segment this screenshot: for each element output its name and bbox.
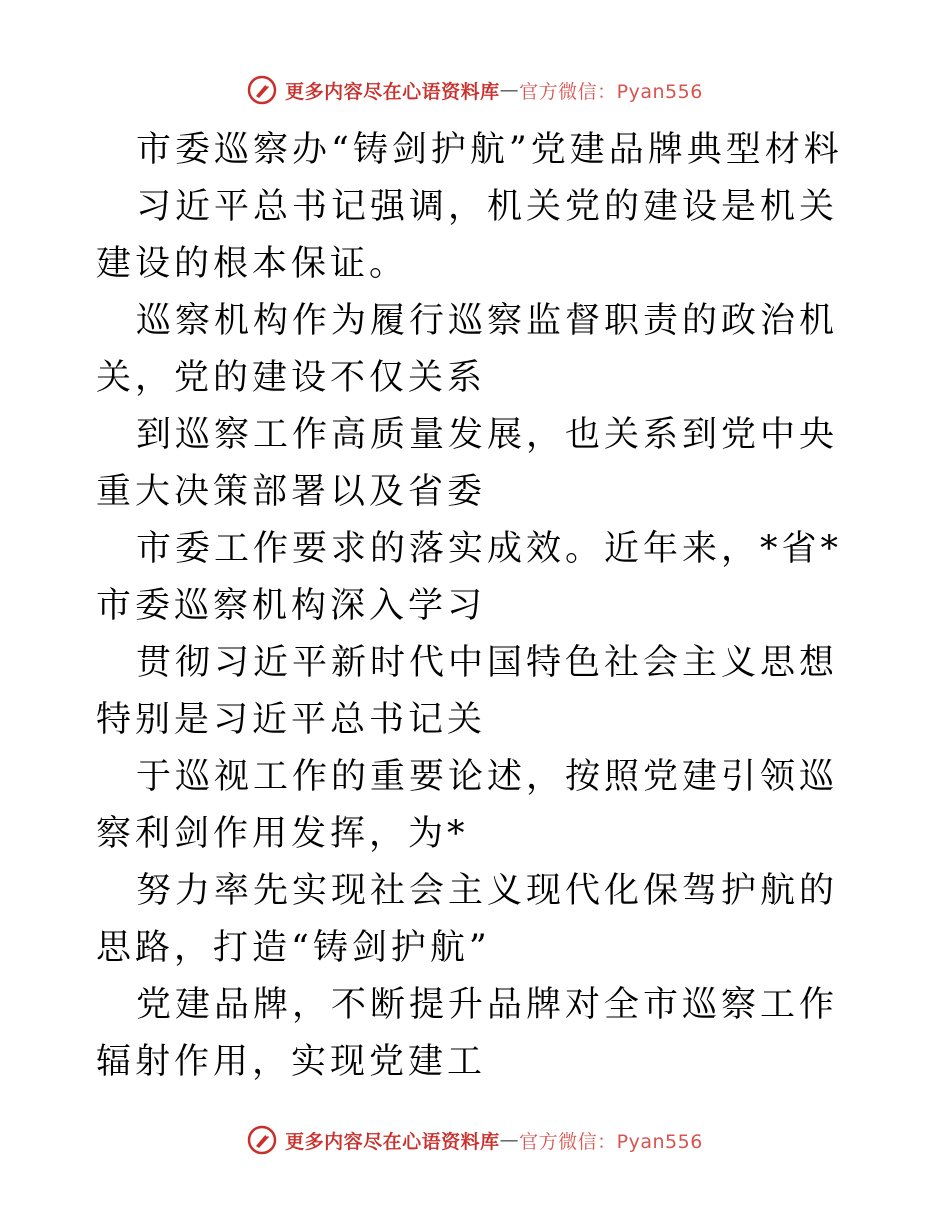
banner-dash: — bbox=[499, 1129, 520, 1151]
pen-nib-logo-icon bbox=[247, 1125, 277, 1155]
paragraph: 巡察机构作为履行巡察监督职责的政治机关，党的建设不仅关系 bbox=[96, 301, 839, 398]
paragraph: 贯彻习近平新时代中国特色社会主义思想特别是习近平总书记关 bbox=[96, 643, 839, 740]
document-body bbox=[96, 122, 856, 1091]
paragraph: 到巡察工作高质量发展，也关系到党中央重大决策部署以及省委 bbox=[96, 415, 839, 512]
footer-watermark-banner bbox=[0, 1120, 950, 1160]
banner-dash: — bbox=[499, 79, 520, 101]
banner-main-text: 更多内容尽在心语资料库 bbox=[285, 80, 500, 103]
paragraph: 努力率先实现社会主义现代化保驾护航的思路，打造“铸剑护航” bbox=[96, 871, 839, 968]
banner-wechat-text: 官方微信：Pyan556 bbox=[519, 80, 703, 103]
paragraph: 市委工作要求的落实成效。近年来，*省*市委巡察机构深入学习 bbox=[96, 529, 843, 626]
header-watermark-banner bbox=[0, 70, 950, 110]
paragraph: 于巡视工作的重要论述，按照党建引领巡察利剑作用发挥，为* bbox=[96, 757, 839, 854]
banner-wechat-text: 官方微信：Pyan556 bbox=[519, 1130, 703, 1153]
paragraph: 党建品牌，不断提升品牌对全市巡察工作辐射作用，实现党建工 bbox=[96, 985, 839, 1082]
banner-main-text: 更多内容尽在心语资料库 bbox=[285, 1130, 500, 1153]
document-title: 市委巡察办“铸剑护航”党建品牌典型材料 bbox=[136, 130, 843, 170]
paragraph: 习近平总书记强调，机关党的建设是机关建设的根本保证。 bbox=[96, 187, 839, 284]
pen-nib-logo-icon bbox=[247, 75, 277, 105]
